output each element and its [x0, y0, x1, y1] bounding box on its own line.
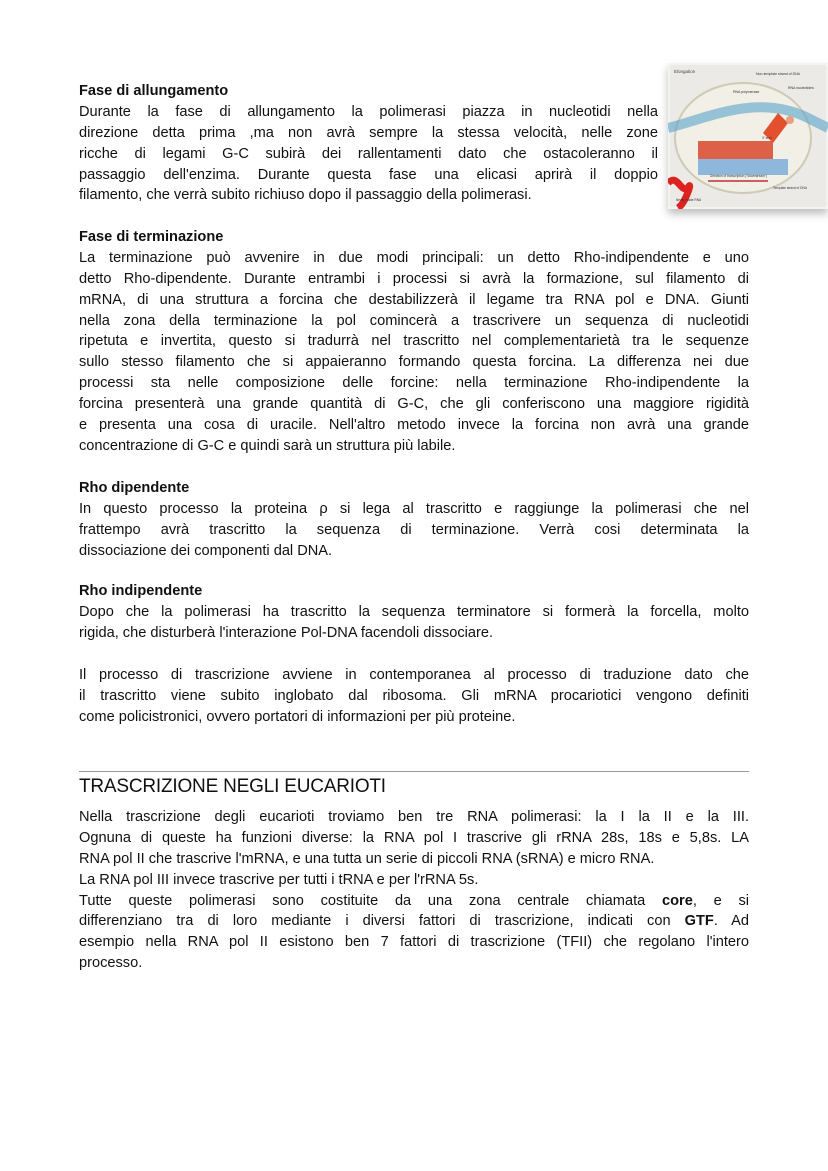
paragraph-line: concentrazione di G-C e quindi sarà un struttura più labile. — [79, 437, 456, 454]
figure-label: Non-template strand of DNA — [756, 72, 800, 76]
line-text: . Ad — [713, 913, 750, 930]
paragraph-line: esempio nella RNA pol II esistono ben 7 fattori di trascrizione (TFII) che regolano l'intero — [79, 934, 749, 951]
figure-label: 3' end — [762, 136, 772, 140]
paragraph-line — [79, 911, 749, 932]
section-heading: Fase di allungamento — [79, 83, 229, 99]
section-block — [79, 478, 749, 562]
section-block — [79, 665, 749, 728]
bold-term: core — [661, 892, 693, 909]
paragraph-line: Il processo di trascrizione avviene in contemporanea al processo di traduzione dato che — [79, 667, 749, 683]
paragraph-line: Dopo che la polimerasi ha trascritto la sequenza terminatore si formerà la forcella, molto — [79, 603, 749, 620]
paragraph-line: passaggio dell'enzima. Durante questa fase una elicasi aprirà il doppio — [79, 166, 658, 183]
eukaryotes-paragraph — [79, 807, 749, 974]
paragraph-line: RNA pol II che trascrive l'mRNA, e una tutta un serie di piccoli RNA (sRNA) e micro RNA. — [79, 850, 655, 867]
paragraph-line: rigida, che disturberà l'interazione Pol-DNA facendoli dissociare. — [79, 624, 494, 641]
bold-term: GTF — [684, 913, 714, 930]
paragraph-line: detto Rho-dipendente. Durante entrambi i processi si avrà la formazione, sul filamento di — [79, 270, 749, 287]
section-block — [79, 227, 749, 457]
paragraph-line: come policistronici, ovvero portatori di informazioni per più proteine. — [79, 708, 516, 725]
figure-label: RNA nucleotides — [788, 86, 814, 90]
paragraph-line: Ognuna di queste ha funzioni diverse: la RNA pol I trascrive gli rRNA 28s, 18s e 5,8s. LA — [79, 829, 749, 846]
section-title: TRASCRIZIONE NEGLI EUCARIOTI — [79, 776, 386, 797]
section-heading: Rho indipendente — [79, 583, 203, 599]
paragraph-line: frattempo avrà trascritto la sequenza di terminazione. Verrà cosi determinata la — [79, 521, 749, 538]
paragraph-line: ripetuta e invertita, questo si tradurrà nel trascritto nel complementarietà tra le sequenze — [79, 333, 749, 350]
paragraph-line: forcina presenterà una grande quantità di G-C, che gli conferiscono una maggiore rigidità — [79, 396, 749, 413]
paragraph-line: ricche di legami G-C subirà dei rallentamenti dato che ostacoleranno il — [79, 145, 658, 162]
paragraph-line: processi sta nelle composizione delle forcine: nella terminazione Rho-indipendente la — [79, 375, 749, 392]
paragraph-line: Durante la fase di allungamento la polimerasi piazza in nucleotidi nella — [79, 103, 658, 120]
section-divider — [79, 771, 749, 772]
paragraph-line: nella zona della terminazione la pol comincerà a trascrivere un sequenza di nucleotidi — [79, 312, 749, 329]
line-text: Tutte queste polimerasi sono costituite da una zona centrale chiamata — [79, 892, 662, 909]
paragraph-line — [79, 891, 749, 912]
section-block — [79, 81, 658, 206]
paragraph-line: dissociazione dei componenti dal DNA. — [79, 542, 333, 559]
paragraph-line: processo. — [79, 955, 143, 972]
paragraph-line: filamento, che verrà subito richiuso dopo il passaggio della polimerasi. — [79, 187, 532, 204]
figure-label: Direction of transcription ("downstream") — [710, 174, 768, 178]
section-block — [79, 581, 749, 644]
section-heading: Rho dipendente — [79, 480, 190, 496]
paragraph-line: mRNA, di una struttura a forcina che destabilizzerà il legame tra RNA pol e DNA. Giunti — [79, 291, 749, 308]
paragraph-line: In questo processo la proteina ρ si lega al trascritto e raggiunge la polimerasi che nel — [79, 500, 749, 517]
paragraph-line: Nella trascrizione degli eucarioti troviamo ben tre RNA polimerasi: la I la II e la III. — [79, 809, 749, 825]
figure-label: Template strand of DNA — [773, 186, 807, 190]
paragraph-line: La terminazione può avvenire in due modi principali: un detto Rho-indipendente e uno — [79, 249, 749, 266]
paragraph-line: sullo stesso filamento che si appaieranno formando questa forcina. La differenza nei due — [79, 354, 749, 371]
figure-label: RNA polymerase — [733, 90, 760, 94]
line-text: , e si — [692, 892, 749, 909]
paragraph-line: e presenta una cosa di uracile. Nell'altro metodo invece la forcina non avrà una grande — [79, 417, 749, 434]
figure-title: Elongation — [674, 69, 696, 74]
section-heading: Fase di terminazione — [79, 229, 224, 245]
paragraph-line: il trascritto viene subito inglobato dal ribosoma. Gli mRNA procariotici vengono definiti — [79, 687, 749, 704]
paragraph-line: direzione detta prima ,ma non avrà sempre la stessa velocità, nelle zone — [79, 124, 658, 141]
line-text: differenziano tra di loro mediante i diversi fattori di trascrizione, indicati con — [79, 913, 685, 930]
elongation-diagram — [668, 63, 828, 209]
figure-label: Newly made RNA — [676, 198, 702, 202]
paragraph-line: La RNA pol III invece trascrive per tutti i tRNA e per l'rRNA 5s. — [79, 871, 479, 888]
